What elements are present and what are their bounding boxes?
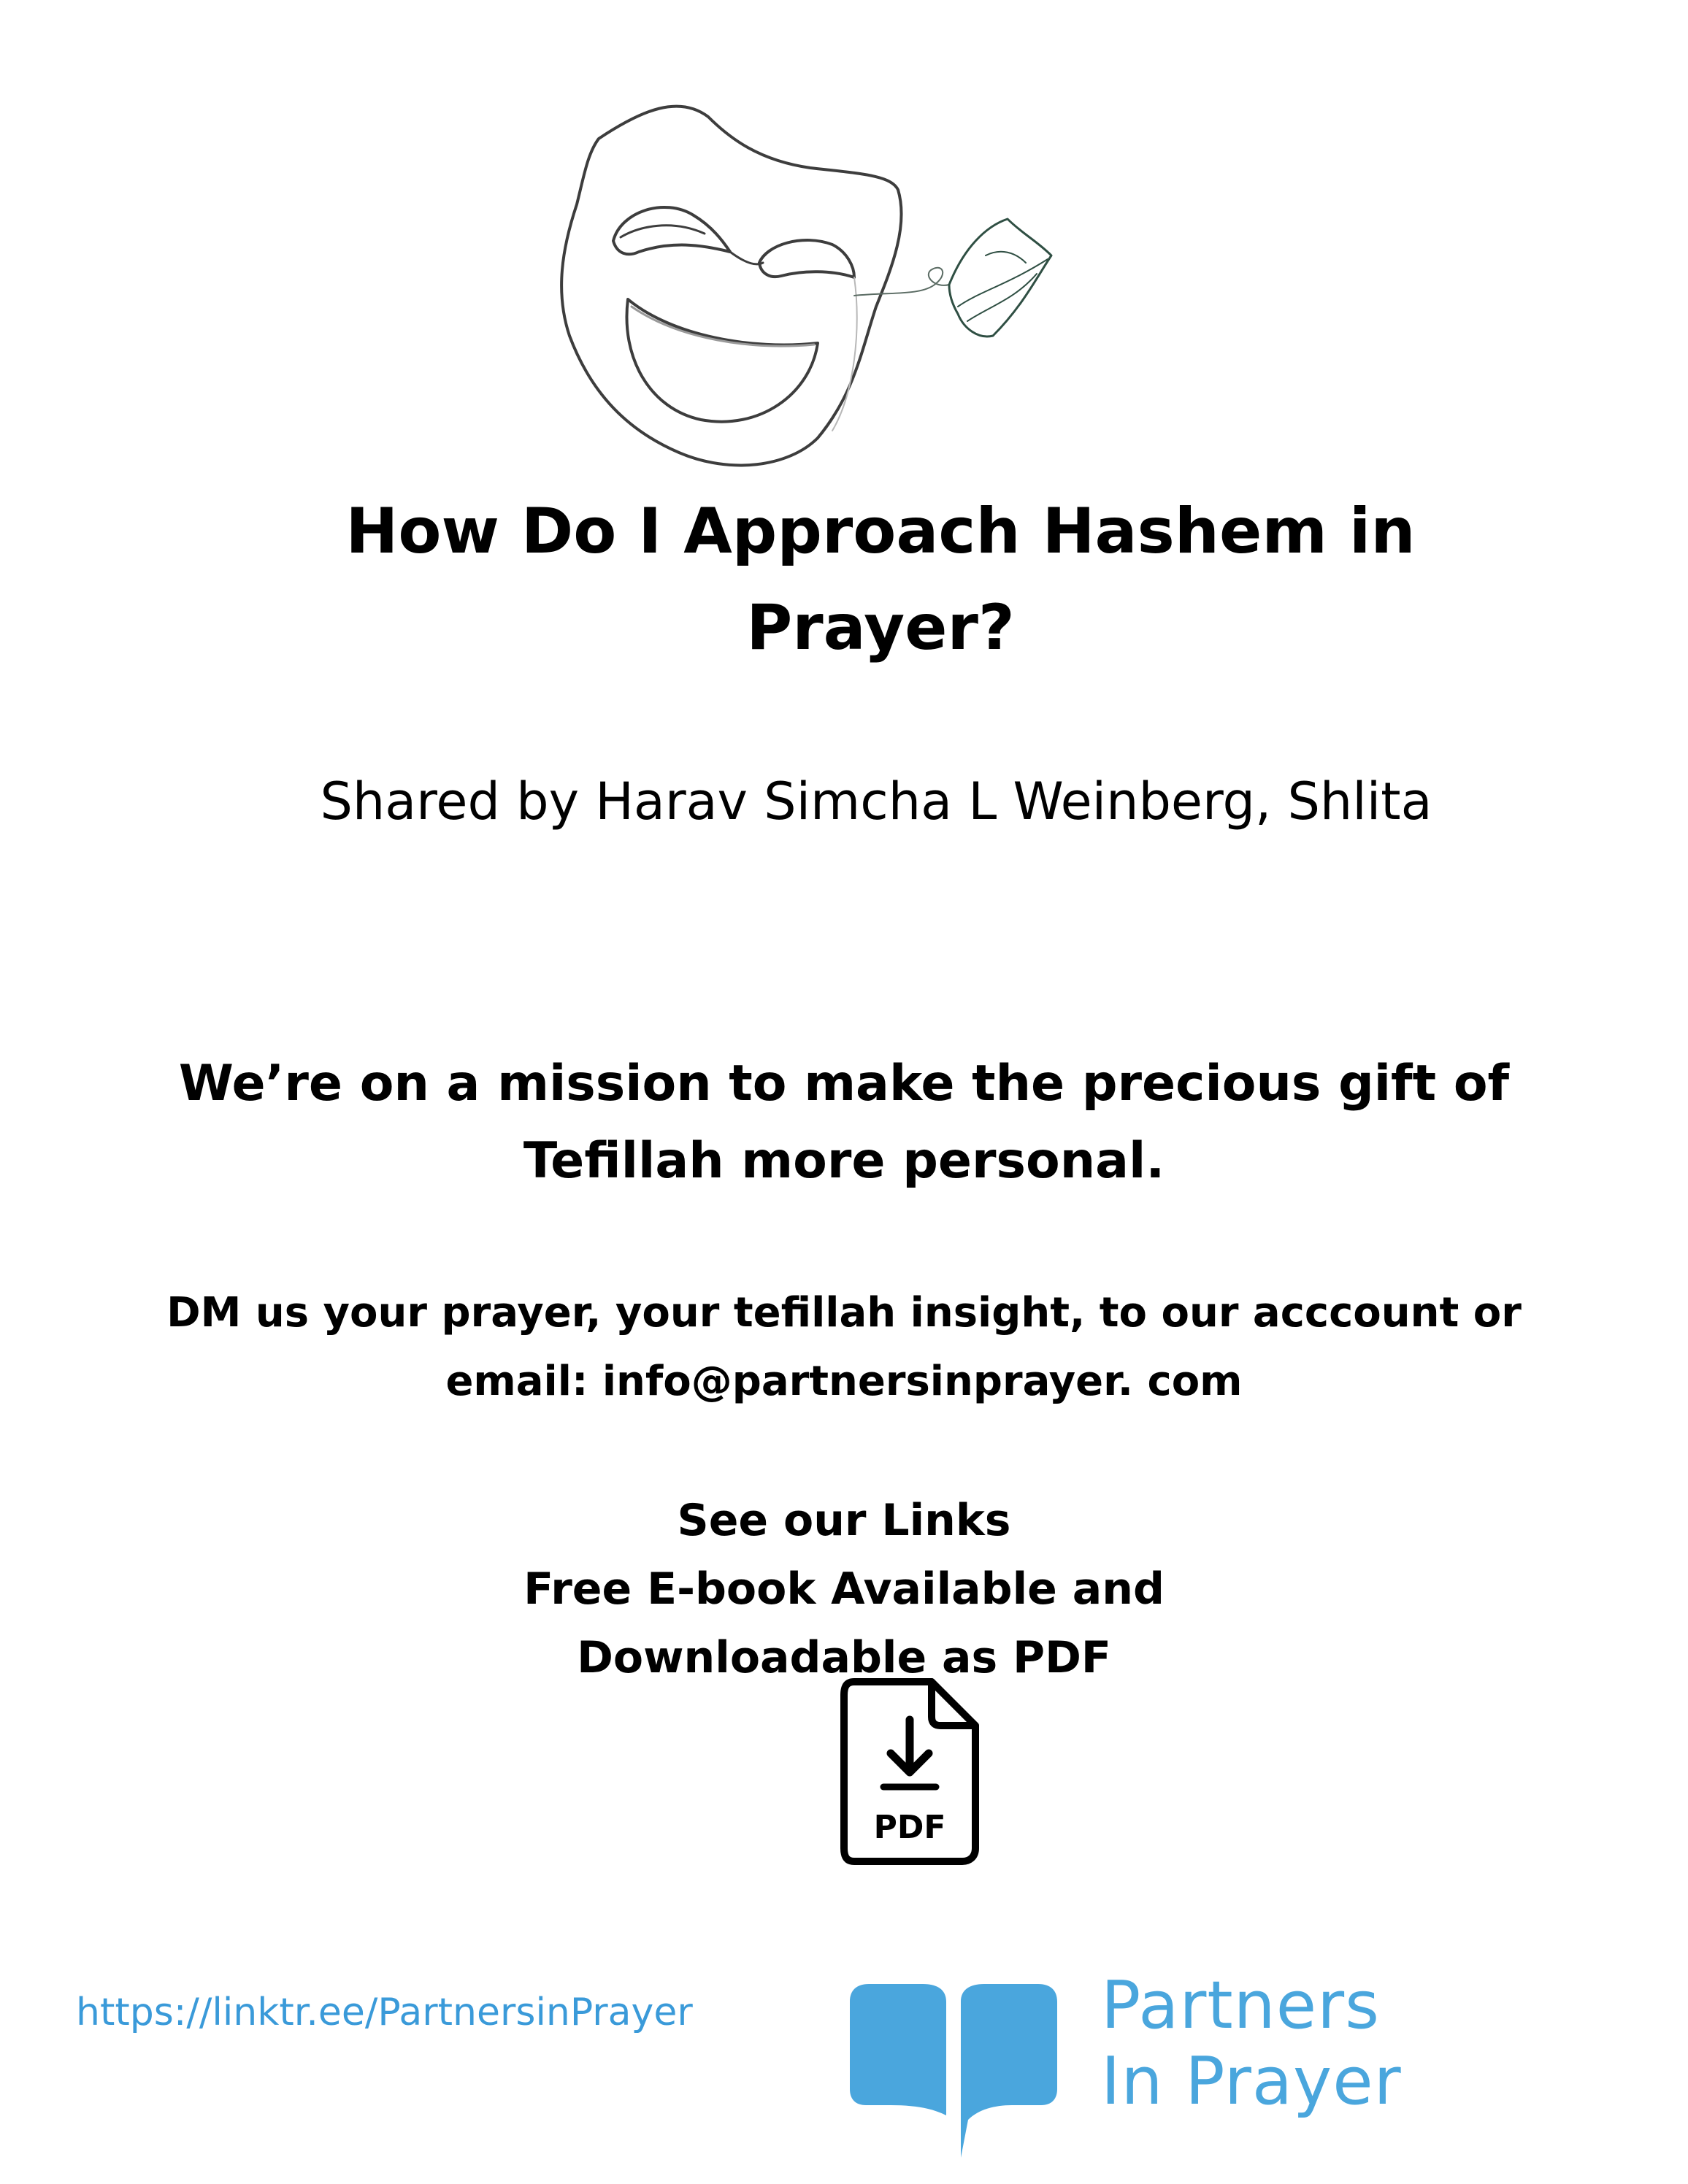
contact-line-1: DM us your prayer, your tefillah insight, to our acccount or xyxy=(166,1289,1522,1337)
links-block xyxy=(260,1486,1428,1692)
brand-line-2: In Prayer xyxy=(1101,2043,1402,2120)
links-line-3: Downloadable as PDF xyxy=(577,1632,1111,1683)
brand-wordmark xyxy=(1101,1968,1656,2120)
mission-line-2: Tefillah more personal. xyxy=(523,1132,1165,1190)
contact-info xyxy=(41,1279,1647,1416)
links-line-2: Free E-book Available and xyxy=(523,1564,1165,1615)
speech-book-icon xyxy=(844,1977,1063,2159)
contact-email-line: email: info@partnersinprayer. com xyxy=(445,1358,1243,1405)
pdf-download-icon[interactable] xyxy=(838,1676,981,1867)
comedy-mask-and-lips-icon xyxy=(511,88,1066,496)
pdf-icon-label: PDF xyxy=(873,1809,946,1846)
mission-line-1: We’re on a mission to make the precious gift of xyxy=(178,1055,1510,1112)
mission-statement xyxy=(114,1045,1574,1200)
page-title xyxy=(260,483,1501,676)
links-line-1: See our Links xyxy=(677,1495,1011,1546)
subtitle-credit: Shared by Harav Simcha L Weinberg, Shlita xyxy=(320,772,1432,831)
linktree-link[interactable]: https://linktr.ee/PartnersinPrayer xyxy=(76,1991,693,2034)
brand-line-1: Partners xyxy=(1101,1967,1380,2044)
title-line-2: Prayer? xyxy=(746,591,1015,664)
title-line-1: How Do I Approach Hashem in xyxy=(345,495,1416,568)
